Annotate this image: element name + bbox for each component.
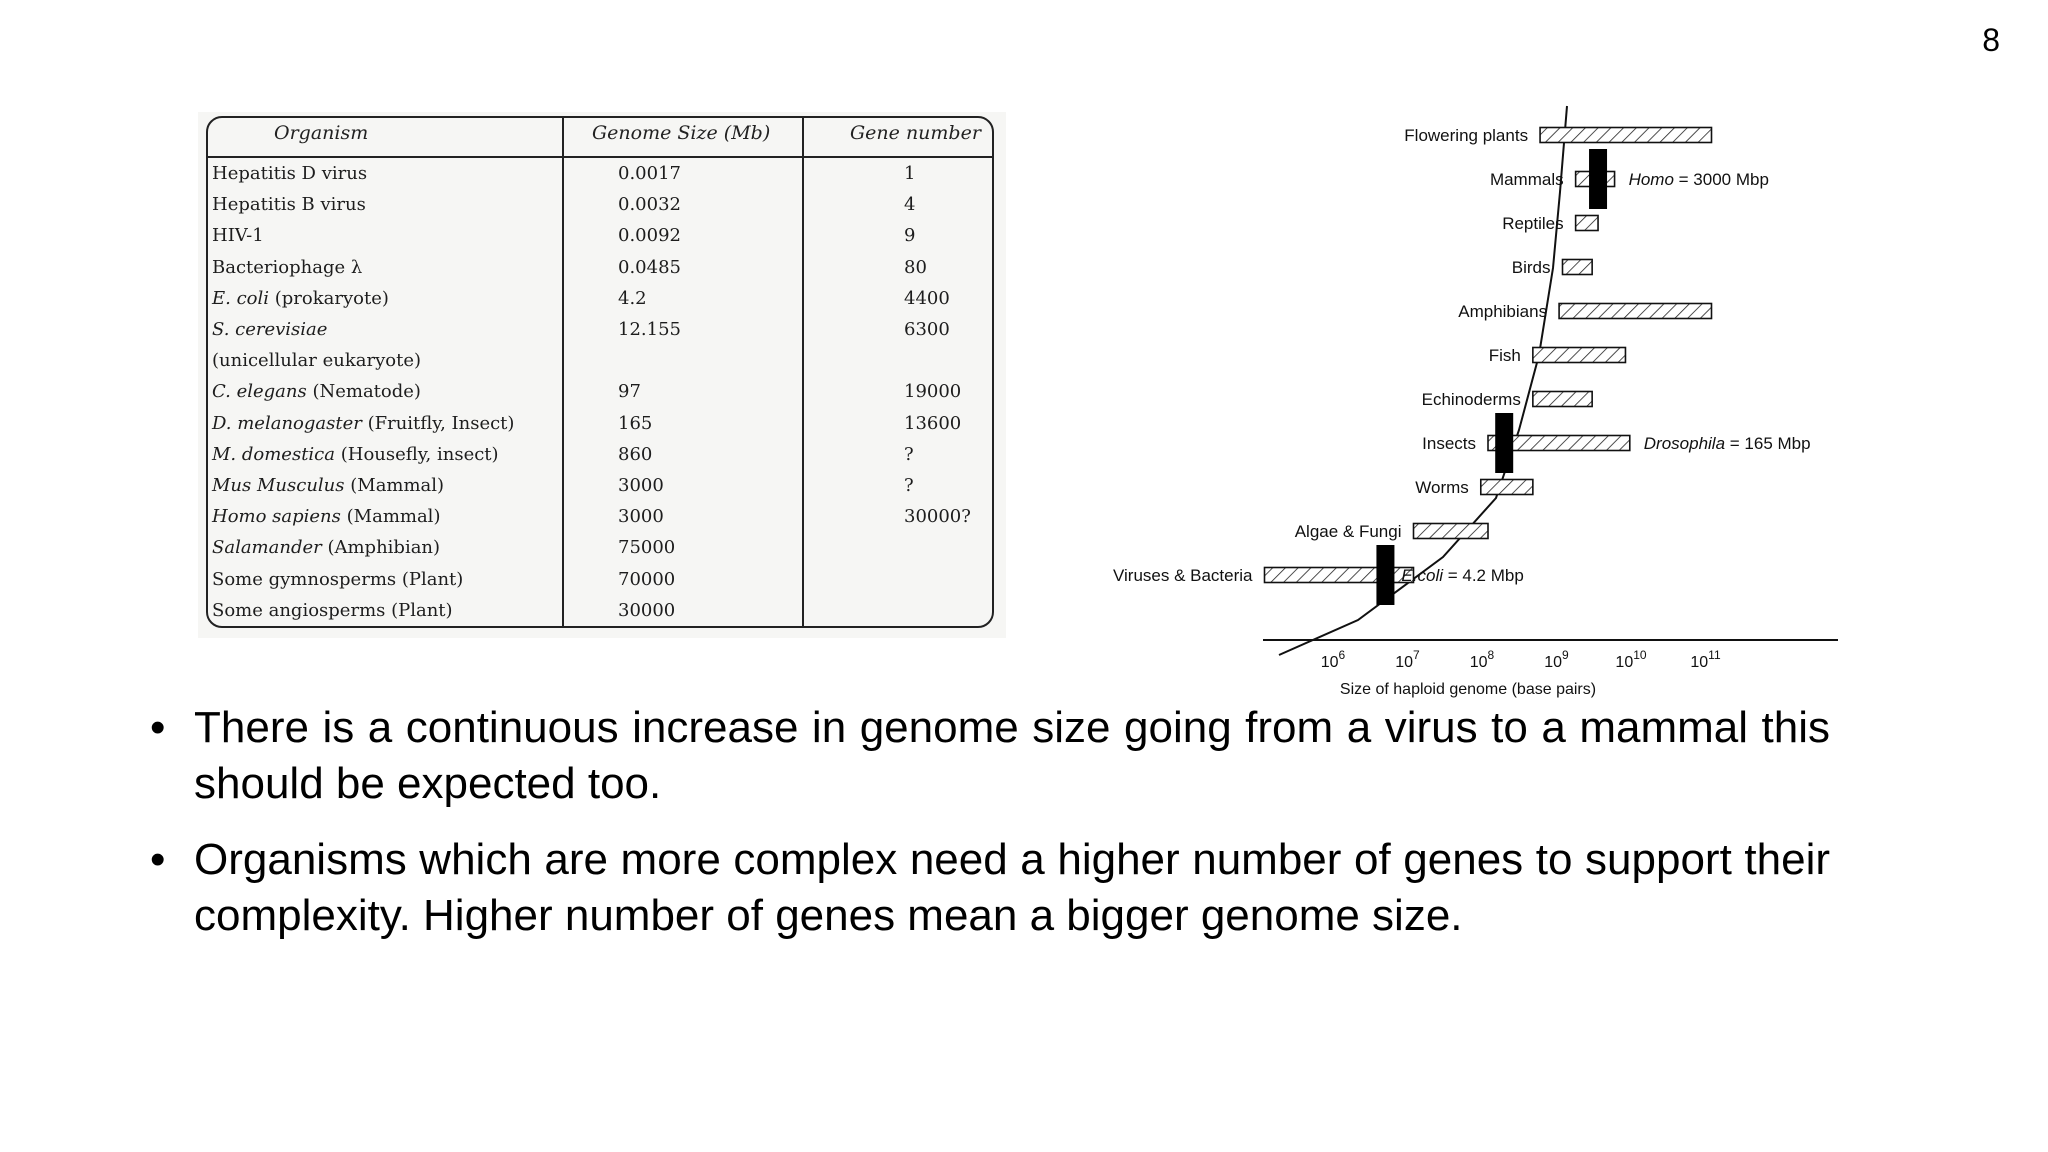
organism-species-name: Salamander <box>212 537 322 559</box>
organism-species-name: D. melanogaster <box>212 412 362 434</box>
chart-marker-label: E.coli = 4.2 Mbp <box>1401 566 1524 585</box>
table-cell-genome-size: 3000 <box>618 506 664 528</box>
table-cell-gene-number: ? <box>904 443 914 465</box>
table-cell-genome-size: 860 <box>618 443 653 465</box>
chart-category-label: Echinoderms <box>1421 390 1521 409</box>
table-cell-organism <box>212 382 421 402</box>
table-cell-genome-size: 0.0032 <box>618 194 681 216</box>
table-cell-organism: Some angiosperms (Plant) <box>212 599 453 621</box>
table-cell-gene-number: 80 <box>904 256 927 278</box>
bullet-list <box>150 700 1830 964</box>
chart-canvas <box>1078 100 1844 698</box>
page-number: 8 <box>1982 22 2000 58</box>
bullet-item <box>150 832 1830 944</box>
chart-bar <box>1533 348 1626 363</box>
bullet-text: Organisms which are more complex need a higher number of genes to support their complexity. Higher number of genes mean a bigger genome size. <box>194 835 1830 940</box>
chart-category-label: Worms <box>1415 478 1469 497</box>
table-column-divider <box>562 116 564 628</box>
x-tick-label: $10^{10}$ <box>1615 648 1647 671</box>
bullet-item <box>150 700 1830 812</box>
table-cell-organism: HIV-1 <box>212 225 264 247</box>
table-header-organism: Organism <box>274 122 369 144</box>
chart-category-label: Reptiles <box>1502 214 1564 233</box>
x-tick-label: $10^9$ <box>1544 648 1569 671</box>
x-axis-title: Size of haploid genome (base pairs) <box>1339 681 1597 698</box>
table-cell-gene-number: 19000 <box>904 381 962 403</box>
table-cell-genome-size: 0.0485 <box>618 256 681 278</box>
organism-description: (prokaryote) <box>269 287 389 309</box>
chart-bar <box>1533 392 1592 407</box>
table-cell-gene-number: 1 <box>904 163 916 184</box>
table-cell-organism <box>212 476 444 496</box>
chart-bar <box>1481 480 1533 495</box>
bullet-text: There is a continuous increase in genome size going from a virus to a mammal this should be expected too. <box>194 703 1830 808</box>
chart-marker <box>1495 413 1513 473</box>
table-cell-gene-number: 6300 <box>904 319 950 340</box>
chart-bar <box>1540 128 1711 143</box>
table-cell-gene-number: 4400 <box>904 287 950 309</box>
table-cell-organism: Bacteriophage λ <box>212 256 363 278</box>
table-cell-genome-size: 70000 <box>618 568 676 590</box>
chart-category-label: Fish <box>1488 346 1521 365</box>
organism-species-name: Mus Musculus <box>212 475 345 496</box>
table-cell-gene-number: ? <box>904 475 914 496</box>
chart-category-label: Flowering plants <box>1404 126 1529 145</box>
table-cell-gene-number: 30000? <box>904 506 971 528</box>
table-cell-genome-size: 0.0092 <box>618 225 681 247</box>
table-cell-genome-size: 75000 <box>618 537 676 559</box>
chart-category-label: Insects <box>1422 434 1476 453</box>
table-cell-gene-number: 4 <box>904 194 916 216</box>
organism-species-name: M. domestica <box>212 443 335 465</box>
table-column-divider <box>802 116 804 628</box>
chart-category-label: Mammals <box>1489 170 1564 189</box>
chart-marker <box>1589 149 1607 209</box>
table-cell-gene-number: 9 <box>904 225 916 247</box>
table-cell-organism: Hepatitis D virus <box>212 163 368 184</box>
x-tick-label: $10^8$ <box>1469 648 1495 671</box>
x-tick-label: $10^6$ <box>1320 648 1346 671</box>
organism-species-name: Homo sapiens <box>212 506 341 528</box>
organism-description: (Fruitfly, Insect) <box>361 412 515 434</box>
table-cell-organism <box>212 445 499 465</box>
table-cell-organism: Hepatitis B virus <box>212 194 366 216</box>
chart-category-label: Algae & Fungi <box>1294 522 1402 541</box>
organism-species-name: E. coli <box>212 287 270 309</box>
table-cell-genome-size: 0.0017 <box>618 163 681 184</box>
organism-description: (Nematode) <box>306 381 421 403</box>
chart-category-label: Birds <box>1511 258 1551 277</box>
table-cell-genome-size: 30000 <box>618 599 676 621</box>
genome-size-chart <box>1078 100 1844 698</box>
chart-bar <box>1414 524 1489 539</box>
organism-description: (Mammal) <box>344 475 445 496</box>
table-cell-genome-size: 3000 <box>618 475 664 496</box>
chart-bar <box>1559 304 1711 319</box>
chart-marker-label: Drosophila = 165 Mbp <box>1643 434 1811 453</box>
table-header-divider <box>206 156 994 158</box>
table-cell-organism <box>212 507 440 527</box>
bullet-dot: • <box>150 835 166 884</box>
table-cell-genome-size: 4.2 <box>618 287 647 309</box>
chart-bar <box>1563 260 1593 275</box>
organism-description: (Mammal) <box>340 506 441 528</box>
table-header-genome-size: Genome Size (Mb) <box>592 122 771 144</box>
genome-table-image <box>198 112 1006 638</box>
chart-marker-label: Homo = 3000 Mbp <box>1628 170 1769 189</box>
table-cell-organism <box>212 289 389 309</box>
organism-species-name: S. cerevisiae <box>212 319 328 340</box>
x-tick-label: $10^7$ <box>1395 648 1420 671</box>
chart-category-label: Amphibians <box>1458 302 1548 321</box>
table-cell-organism: Some gymnosperms (Plant) <box>212 568 464 590</box>
table-cell-genome-size: 165 <box>618 412 653 434</box>
chart-bar <box>1576 216 1598 231</box>
table-cell-gene-number: 13600 <box>904 412 962 434</box>
table-cell-organism <box>212 538 440 558</box>
organism-species-name: C. elegans <box>212 381 307 403</box>
table-cell-genome-size: 12.155 <box>618 319 681 340</box>
organism-description: (Housefly, insect) <box>335 443 499 465</box>
bullet-dot: • <box>150 703 166 752</box>
table-cell-organism <box>212 414 514 434</box>
table-header-gene-number: Gene number <box>850 122 981 144</box>
organism-description: (Amphibian) <box>321 537 441 559</box>
chart-marker <box>1376 545 1394 605</box>
table-cell-organism <box>212 320 327 340</box>
chart-category-label: Viruses & Bacteria <box>1112 566 1253 585</box>
x-tick-label: $10^{11}$ <box>1690 648 1721 671</box>
table-cell-genome-size: 97 <box>618 381 641 403</box>
table-cell-organism: (unicellular eukaryote) <box>212 350 422 372</box>
